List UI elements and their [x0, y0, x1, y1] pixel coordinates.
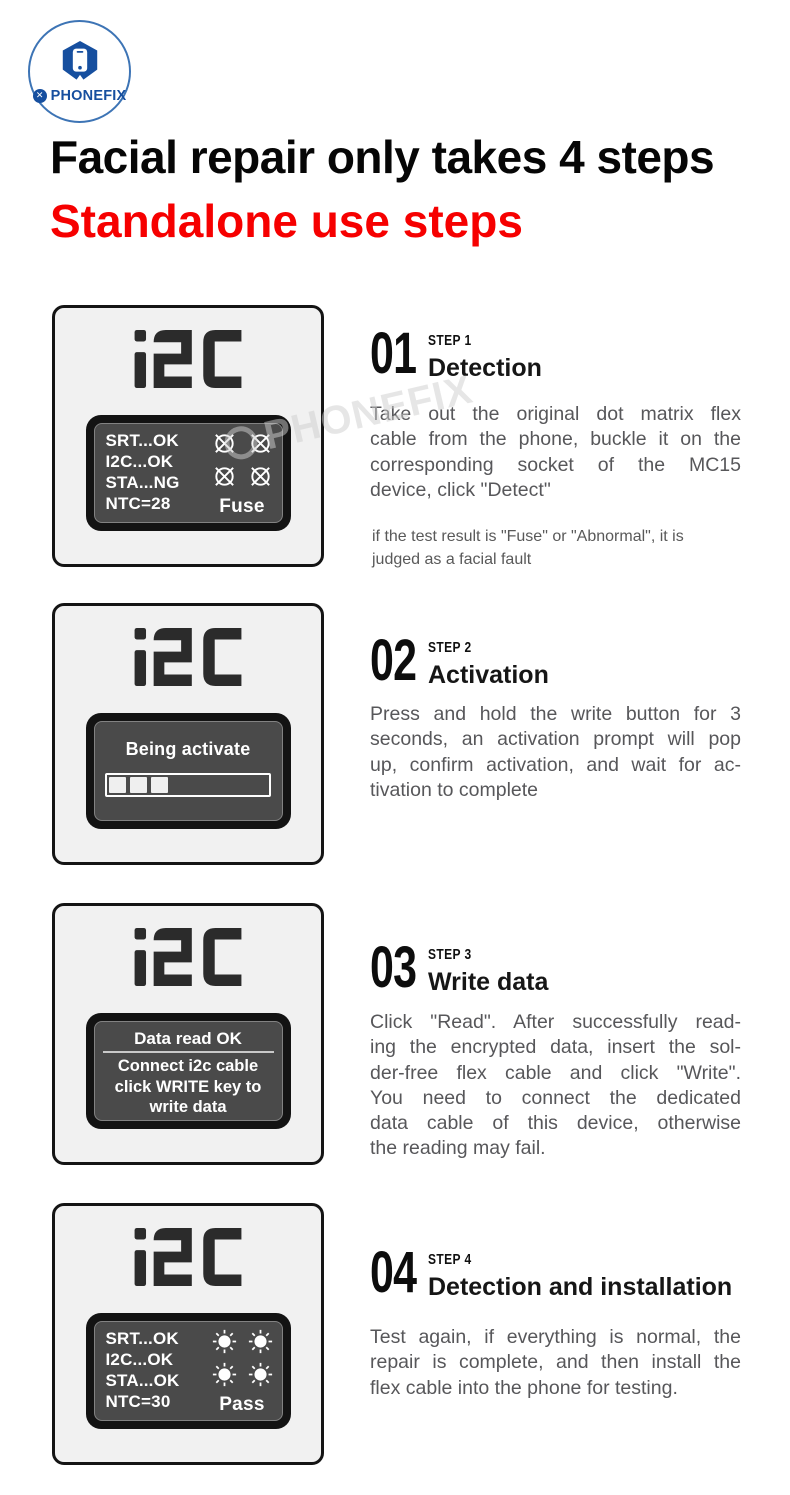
- screen-line: SRT...OK: [105, 1329, 179, 1348]
- step-3-body: [370, 1010, 741, 1162]
- screen-status-lines: [106, 430, 180, 517]
- step-label: STEP 1: [428, 332, 472, 349]
- progress-segment: [151, 777, 168, 793]
- screen-content: [94, 721, 283, 821]
- body-line: device, click "Detect": [370, 478, 551, 501]
- step-title: Detection and installation: [428, 1273, 733, 1301]
- screen-divider: [103, 1051, 274, 1053]
- screen-header: Data read OK: [134, 1029, 242, 1048]
- body-line: ing the encrypted data, insert the sol-: [370, 1036, 741, 1059]
- screen-content: [94, 423, 283, 523]
- progress-segment: [130, 777, 147, 793]
- screen-content: [94, 1021, 283, 1121]
- brand-name: PHONEFIX: [50, 87, 127, 104]
- step-1-header: [370, 321, 542, 386]
- device-screen: [86, 1313, 291, 1429]
- body-line: cable from the phone, buckle it on the: [370, 428, 741, 451]
- step-title: Write data: [428, 968, 549, 996]
- step-1-note: [372, 526, 748, 571]
- screen-line: I2C...OK: [105, 1350, 174, 1369]
- step-title: Detection: [428, 354, 542, 382]
- device-screen: [86, 1013, 291, 1129]
- body-line: Take out the original dot matrix flex: [370, 403, 741, 425]
- note-line: if the test result is "Fuse" or "Abnormal", it is: [372, 528, 684, 545]
- progress-bar: [105, 773, 271, 797]
- device-card-1: [52, 305, 324, 567]
- body-line: Click "Read". After successfully read-: [370, 1011, 741, 1033]
- indicator-row: [212, 1329, 273, 1354]
- body-line: flex cable into the phone for testing.: [370, 1376, 678, 1399]
- body-line: repair is complete, and then install the: [370, 1351, 741, 1374]
- body-line: Press and hold the write button for 3: [370, 703, 741, 725]
- i2c-logo: [121, 628, 255, 686]
- sun-icon: [212, 1362, 237, 1387]
- body-line: tivation to complete: [370, 778, 539, 801]
- crossed-circle-icon: [248, 431, 273, 456]
- i2c-logo: [121, 928, 255, 986]
- device-card-3: [52, 903, 324, 1165]
- sun-icon: [248, 1329, 273, 1354]
- indicator-row: [212, 1362, 273, 1387]
- device-card-2: [52, 603, 324, 865]
- screen-line: click WRITE key to: [114, 1077, 262, 1096]
- indicator-row: [212, 464, 273, 489]
- crossed-circle-icon: [248, 464, 273, 489]
- body-line: You need to connect the dedicated: [370, 1086, 741, 1109]
- body-line: Test again, if everything is normal, the: [370, 1326, 741, 1348]
- step-3-header: [370, 935, 549, 1000]
- crossed-circle-icon: [212, 431, 237, 456]
- circle-x-icon: ✕: [33, 89, 47, 103]
- step-number: 03: [370, 935, 417, 1000]
- i2c-logo: [121, 1228, 255, 1286]
- screen-line: STA...OK: [105, 1371, 180, 1390]
- step-2-body: [370, 702, 741, 803]
- screen-line: I2C...OK: [105, 452, 174, 471]
- sun-icon: [212, 1329, 237, 1354]
- phonefix-logo: [28, 20, 131, 123]
- screen-message: Being activate: [125, 739, 251, 759]
- screen-status-lines: [106, 1328, 180, 1415]
- screen-result-label: Pass: [219, 1394, 265, 1415]
- step-4-body: [370, 1325, 741, 1401]
- screen-line: Connect i2c cable: [117, 1057, 259, 1075]
- screen-line: NTC=28: [105, 494, 171, 513]
- screen-content: [94, 1321, 283, 1421]
- screen-line: STA...NG: [105, 473, 180, 492]
- step-number: 02: [370, 628, 417, 693]
- brand-row: [33, 88, 127, 104]
- indicator-row: [212, 431, 273, 456]
- screen-line: write data: [149, 1098, 227, 1116]
- device-screen: [86, 713, 291, 829]
- page-title: Facial repair only takes 4 steps: [50, 131, 715, 183]
- screen-indicators: [212, 430, 275, 517]
- watermark-text: PHONEFIX: [259, 367, 477, 459]
- step-1-body: [370, 402, 741, 503]
- step-number: 01: [370, 321, 417, 386]
- note-line: judged as a facial fault: [372, 550, 532, 568]
- body-line: der-free flex cable and click "Write".: [370, 1061, 741, 1084]
- screen-line: NTC=30: [105, 1392, 171, 1411]
- hexagon-phone-icon: [57, 40, 103, 84]
- step-label: STEP 3: [428, 946, 472, 963]
- screen-indicators: [212, 1328, 275, 1415]
- screen-result-label: Fuse: [219, 496, 265, 517]
- page-subtitle: Standalone use steps: [50, 195, 523, 247]
- step-title: Activation: [428, 661, 549, 689]
- body-line: up, confirm activation, and wait for ac-: [370, 753, 741, 776]
- body-line: corresponding socket of the MC15: [370, 453, 741, 476]
- step-2-header: [370, 628, 549, 693]
- step-number: 04: [370, 1240, 417, 1305]
- progress-segment: [109, 777, 126, 793]
- screen-line: SRT...OK: [105, 431, 179, 450]
- i2c-logo: [121, 330, 255, 388]
- step-label: STEP 2: [428, 639, 472, 656]
- sun-icon: [248, 1362, 273, 1387]
- step-4-header: [370, 1240, 733, 1305]
- step-label: STEP 4: [428, 1251, 472, 1268]
- body-line: seconds, an activation prompt will pop: [370, 728, 741, 751]
- body-line: the reading may fail.: [370, 1137, 546, 1160]
- device-card-4: [52, 1203, 324, 1465]
- body-line: data cable of this device, otherwise: [370, 1112, 741, 1135]
- crossed-circle-icon: [212, 464, 237, 489]
- device-screen: [86, 415, 291, 531]
